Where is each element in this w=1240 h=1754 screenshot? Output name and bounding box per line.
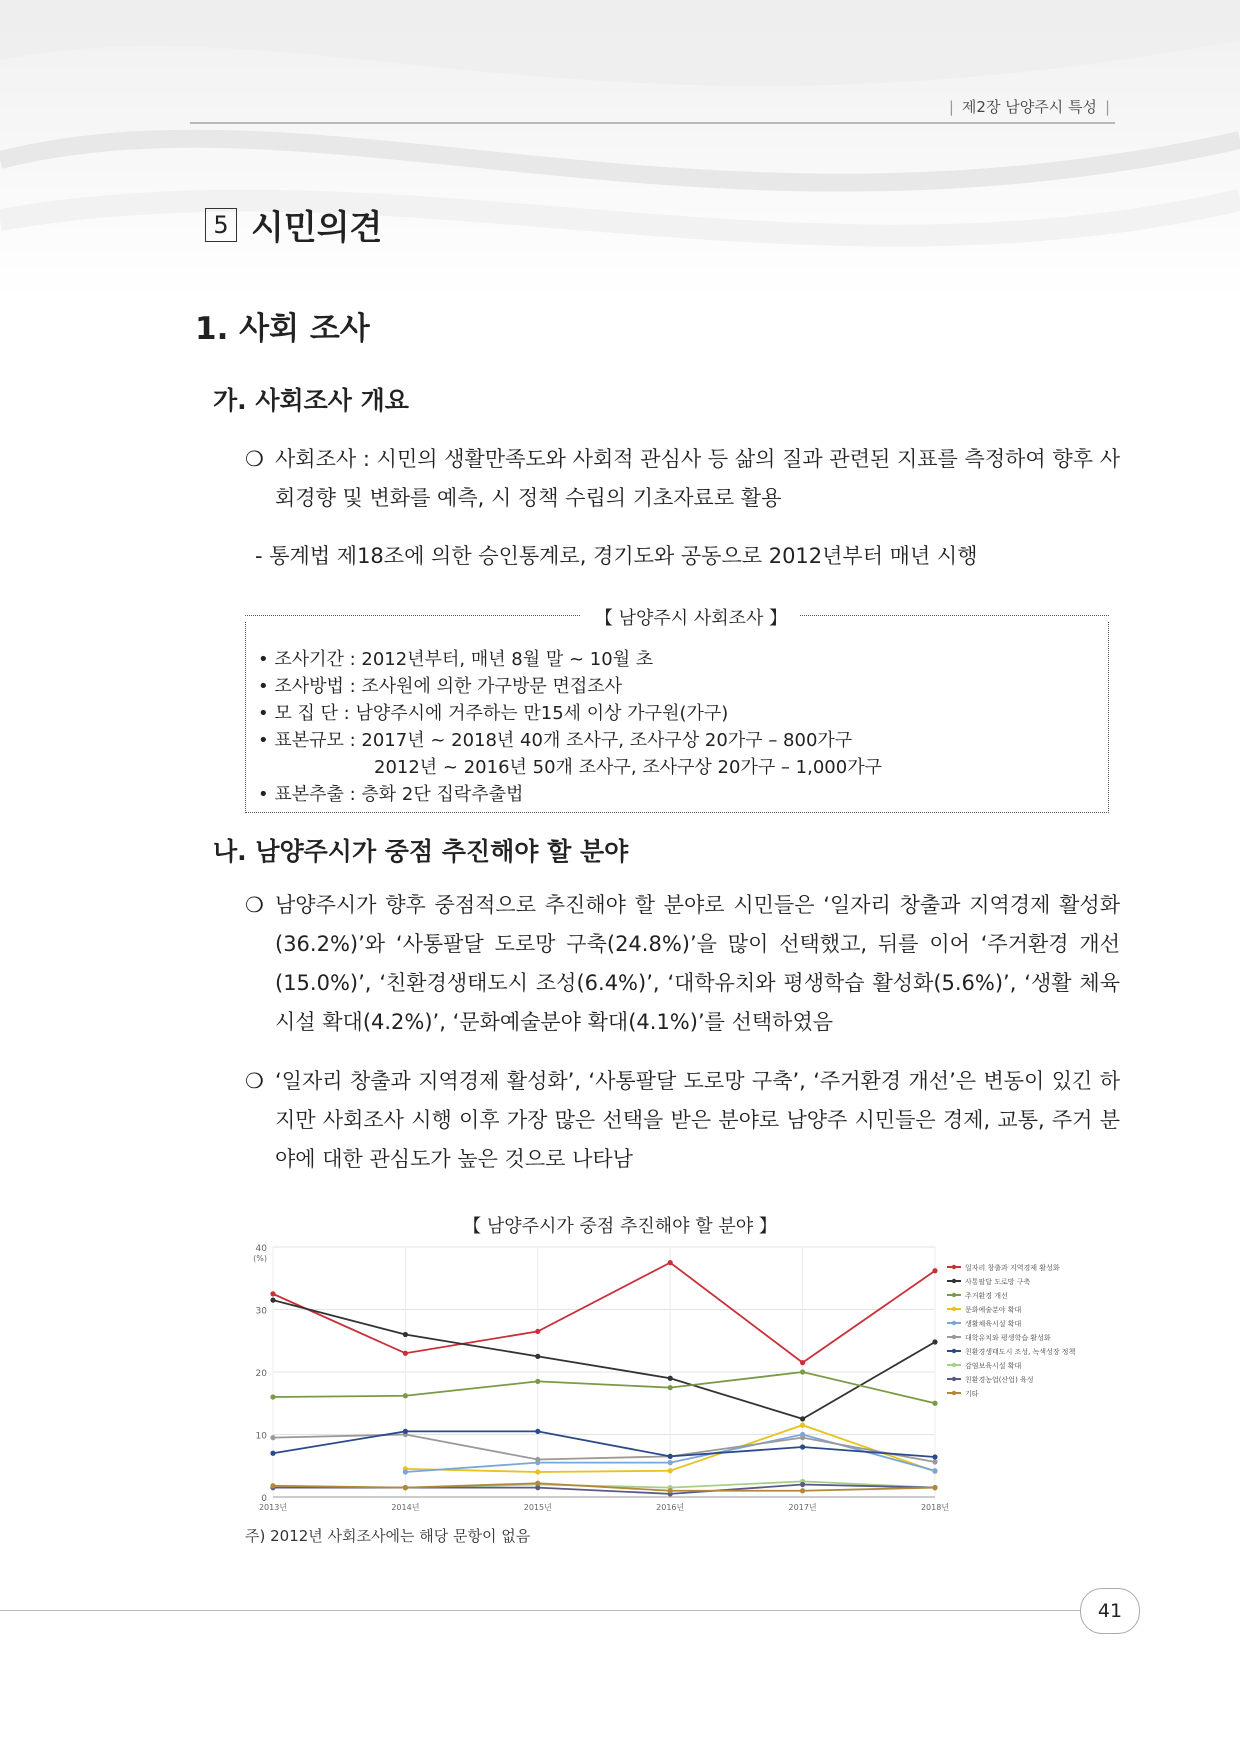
legend-label: 친환경농업(산업) 육성: [965, 1376, 1034, 1384]
series-line: [273, 1483, 935, 1491]
bullet: ❍: [245, 447, 264, 471]
legend-label: 일자리 창출과 지역경제 활성화: [965, 1264, 1060, 1272]
y-tick-label: 40: [255, 1244, 267, 1254]
chart-caption: 【 남양주시가 중점 추진해야 할 분야 】: [463, 1216, 777, 1237]
data-point: [270, 1435, 275, 1440]
data-point: [668, 1376, 673, 1381]
legend-label: 감염보육시설 확대: [965, 1362, 1022, 1370]
data-point: [535, 1379, 540, 1384]
data-point: [535, 1457, 540, 1462]
series-line: [273, 1263, 935, 1363]
x-tick-label: 2018년: [920, 1503, 950, 1512]
legend-marker: [952, 1391, 956, 1395]
paragraph-text: ‘일자리 창출과 지역경제 활성화’, ‘사통팔달 도로망 구축’, ‘주거환경 개선’은 변동이 있긴 하지만 사회조사 시행 이후 가장 많은 선택을 받은 분야로 남양주 시민들은 경제, 교통, 주거 분야에 대한 관심도가 높은 것으로 나타남: [275, 1069, 1120, 1171]
legend-label: 문화예술분야 확대: [965, 1306, 1022, 1314]
section-title: [205, 200, 382, 249]
x-tick-label: 2015년: [523, 1503, 552, 1512]
divider: [800, 615, 1109, 616]
y-tick-label: 0: [261, 1494, 267, 1504]
legend-marker: [952, 1335, 956, 1339]
chart-note: 주) 2012년 사회조사에는 해당 문항이 없음: [245, 1527, 531, 1545]
section-title-text: 시민의견: [251, 208, 383, 248]
page-number: 41: [1080, 1588, 1140, 1634]
legend-marker: [952, 1363, 956, 1367]
data-point: [535, 1481, 540, 1486]
divider: |: [948, 98, 954, 116]
series-line: [273, 1300, 935, 1419]
data-point: [932, 1339, 937, 1344]
data-point: [668, 1460, 673, 1465]
legend-label: 대학유치와 평생학습 활성화: [965, 1334, 1051, 1342]
legend-marker: [952, 1349, 956, 1353]
legend-label: 사통팔달 도로망 구축: [965, 1278, 1031, 1286]
bullet: ❍: [245, 1069, 264, 1093]
data-point: [270, 1291, 275, 1296]
data-point: [403, 1332, 408, 1337]
data-point: [932, 1459, 937, 1464]
survey-row: • 표본규모 : 2017년 ~ 2018년 40개 조사구, 조사구상 20가구 – 800가구: [258, 730, 853, 751]
data-point: [403, 1351, 408, 1356]
dash-item: - 통계법 제18조에 의한 승인통계로, 경기도와 공동으로 2012년부터 매년 시행: [255, 544, 978, 568]
subheading-a: 가. 사회조사 개요: [213, 386, 409, 415]
footer-rule: [0, 1610, 1080, 1611]
data-point: [535, 1469, 540, 1474]
data-point: [932, 1485, 937, 1490]
data-point: [270, 1483, 275, 1488]
data-point: [668, 1260, 673, 1265]
legend-marker: [952, 1265, 956, 1269]
paragraph-text: 남양주시가 향후 중점적으로 추진해야 할 분야로 시민들은 ‘일자리 창출과 지역경제 활성화(36.2%)’와 ‘사통팔달 도로망 구축(24.8%)’을 많이 선택했고, 뒤를 이어 ‘주거환경 개선(15.0%)’, ‘친환경생태도시 조성(6.4%)’, ‘대학유치와 평생학습 활성화(5.6%)’, ‘생활 체육시설 확대(4.2%)’, ‘문화예술분야 확대(4.1%)’를 선택하였음: [275, 893, 1120, 1034]
chapter-label: 제2장 남양주시 특성: [961, 98, 1097, 116]
survey-row: • 표본추출 : 층화 2단 집락추출법: [258, 784, 524, 805]
bullet: ❍: [245, 893, 264, 917]
data-point: [800, 1482, 805, 1487]
survey-row: • 조사방법 : 조사원에 의한 가구방문 면접조사: [258, 676, 622, 697]
data-point: [403, 1393, 408, 1398]
data-point: [800, 1423, 805, 1428]
legend-marker: [952, 1377, 956, 1381]
data-point: [800, 1444, 805, 1449]
y-tick-label: 10: [255, 1431, 267, 1442]
data-point: [535, 1354, 540, 1359]
legend-label: 주거환경 개선: [965, 1292, 1008, 1300]
paragraph-b1: [245, 886, 1120, 1042]
divider: |: [1104, 98, 1110, 116]
data-point: [800, 1360, 805, 1365]
legend-marker: [952, 1307, 956, 1311]
survey-row: 2012년 ~ 2016년 50개 조사구, 조사구상 20가구 – 1,000가구: [374, 757, 882, 778]
series-line: [273, 1372, 935, 1403]
data-point: [270, 1298, 275, 1303]
header-rule: [190, 122, 1115, 124]
data-point: [800, 1488, 805, 1493]
data-point: [800, 1416, 805, 1421]
data-point: [403, 1469, 408, 1474]
data-point: [270, 1451, 275, 1456]
divider: [245, 615, 580, 616]
legend-label: 생활체육시설 확대: [965, 1320, 1022, 1328]
x-tick-label: 2017년: [788, 1503, 817, 1512]
data-point: [535, 1329, 540, 1334]
paragraph-b2: [245, 1062, 1120, 1179]
data-point: [403, 1485, 408, 1490]
subheading-b: 나. 남양주시가 중점 추진해야 할 분야: [213, 837, 629, 866]
x-tick-label: 2014년: [391, 1503, 420, 1512]
data-point: [403, 1429, 408, 1434]
running-head: [941, 96, 1118, 117]
data-point: [668, 1385, 673, 1390]
line-chart: [245, 1235, 1115, 1520]
section-number: 5: [205, 208, 237, 242]
data-point: [668, 1488, 673, 1493]
y-tick-label: 30: [255, 1306, 267, 1317]
legend-marker: [952, 1293, 956, 1297]
survey-row: • 조사기간 : 2012년부터, 매년 8월 말 ~ 10월 초: [258, 649, 654, 670]
header-wave-decoration: [0, 0, 1240, 300]
x-tick-label: 2016년: [656, 1503, 685, 1512]
data-point: [800, 1369, 805, 1374]
series-line: [273, 1435, 935, 1463]
legend-marker: [952, 1279, 956, 1283]
data-point: [800, 1435, 805, 1440]
survey-box-title: 【 남양주시 사회조사 】: [594, 608, 788, 629]
x-tick-label: 2013년: [258, 1503, 288, 1512]
legend-label: 기타: [965, 1390, 979, 1398]
data-point: [668, 1454, 673, 1459]
legend-marker: [952, 1321, 956, 1325]
data-point: [932, 1454, 937, 1459]
paragraph-text: 사회조사 : 시민의 생활만족도와 사회적 관심사 등 삶의 질과 관련된 지표를 측정하여 향후 사회경향 및 변화를 예측, 시 정책 수립의 기초자료로 활용: [275, 447, 1120, 510]
heading-1: 1. 사회 조사: [195, 311, 370, 347]
data-point: [932, 1468, 937, 1473]
data-point: [932, 1268, 937, 1273]
data-point: [270, 1394, 275, 1399]
paragraph-a: [245, 440, 1120, 518]
data-point: [668, 1468, 673, 1473]
survey-row: • 모 집 단 : 남양주시에 거주하는 만15세 이상 가구원(가구): [258, 703, 729, 724]
y-unit-label: (%): [253, 1254, 267, 1263]
data-point: [932, 1401, 937, 1406]
data-point: [535, 1429, 540, 1434]
y-tick-label: 20: [255, 1369, 267, 1379]
legend-label: 친환경생태도시 조성, 녹색성장 정책: [965, 1348, 1076, 1356]
